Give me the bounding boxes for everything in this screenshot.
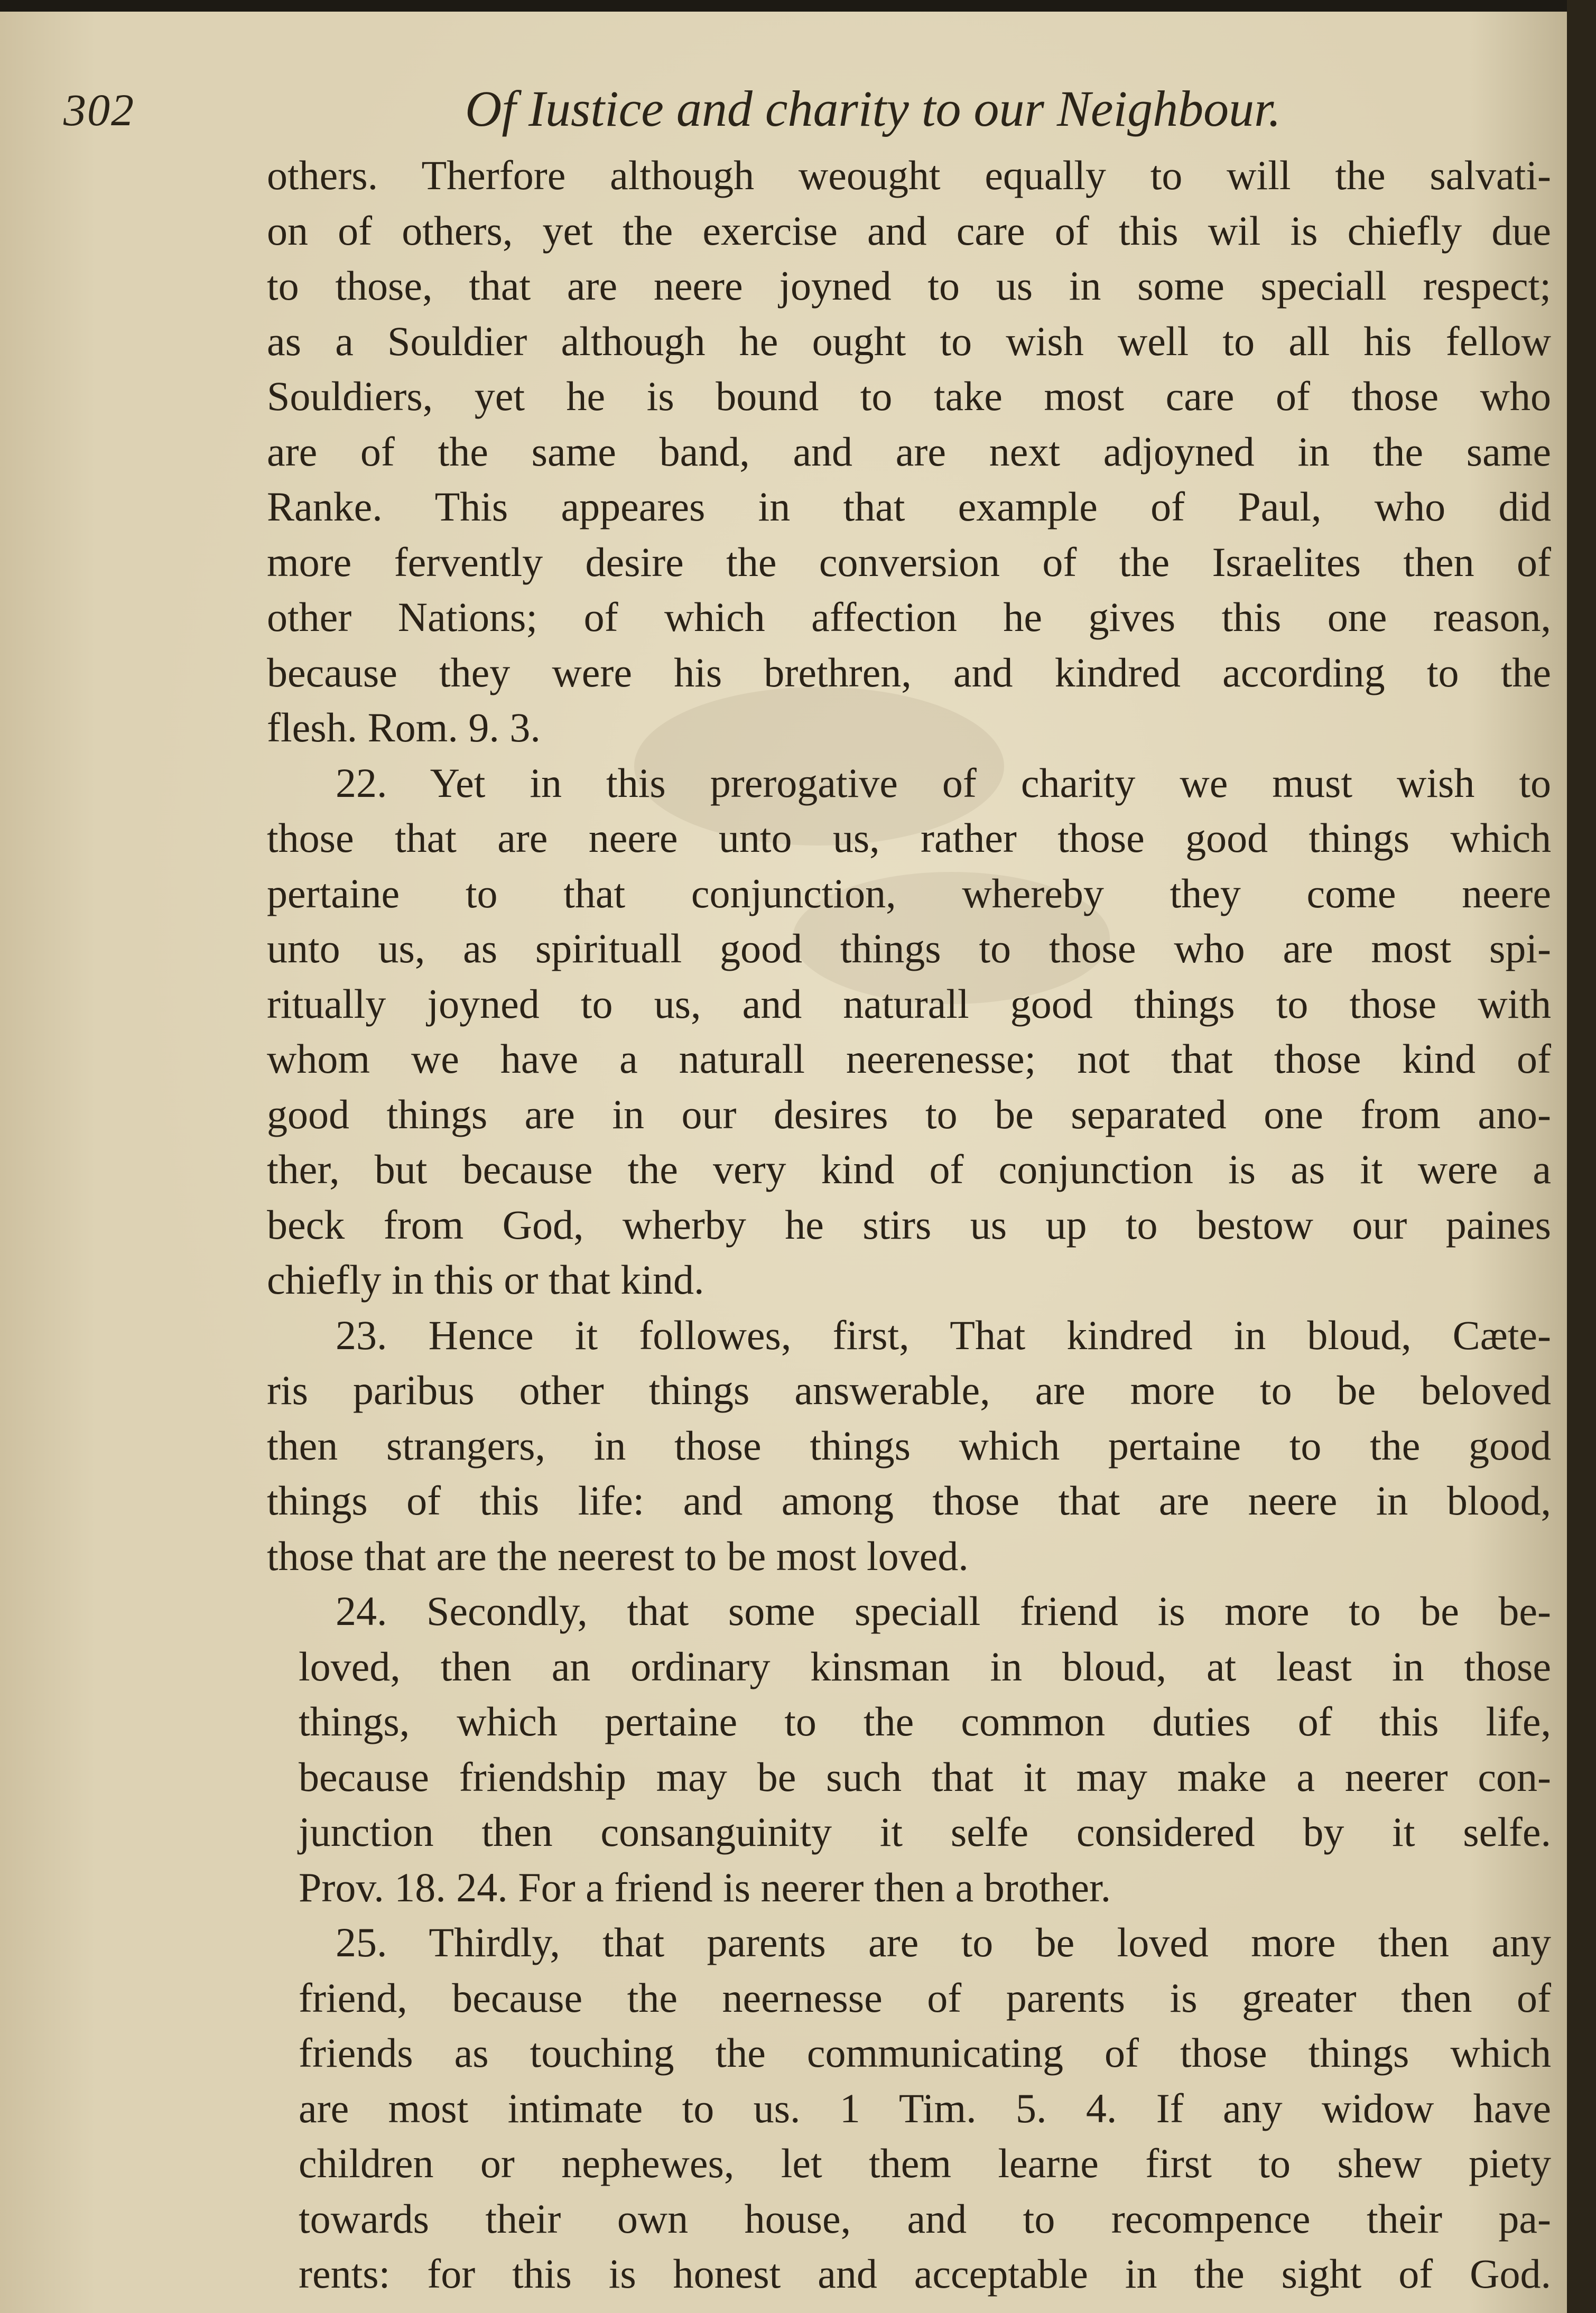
body-text — [267, 148, 1551, 2302]
text-line: good things are in our desires to be separated one from ano- — [267, 1091, 1551, 1137]
text-line: pertaine to that conjunction, whereby they come neere — [267, 870, 1551, 916]
text-line: to those, that are neere joyned to us in some speciall respect; — [267, 263, 1551, 309]
text-line: because friendship may be such that it may make a neerer con- — [299, 1753, 1551, 1800]
text-line: friend, because the neernesse of parents is greater then of — [299, 1974, 1551, 2021]
text-line: as a Souldier although he ought to wish well to all his fellow — [267, 318, 1551, 364]
text-line: 24. Secondly, that some speciall friend is more to be be- — [336, 1588, 1551, 1634]
running-title: Of Iustice and charity to our Neighbour. — [465, 80, 1281, 137]
text-line: Souldiers, yet he is bound to take most care of those who — [267, 373, 1551, 419]
text-line: unto us, as spirituall good things to those who are most spi- — [267, 925, 1551, 971]
text-line: ritually joyned to us, and naturall good things to those with — [267, 980, 1551, 1027]
text-line: others. Therfore although weought equally to will the salvati- — [267, 152, 1551, 198]
page-header — [63, 79, 1559, 143]
text-line: loved, then an ordinary kinsman in bloud, at least in those — [299, 1643, 1551, 1689]
text-line: flesh. Rom. 9. 3. — [267, 704, 541, 750]
text-line: friends as touching the communicating of those things which — [299, 2030, 1551, 2076]
text-line: ris paribus other things answerable, are more to be beloved — [267, 1367, 1551, 1413]
page-number: 302 — [63, 85, 135, 135]
text-line: ther, but because the very kind of conjunction is as it were a — [267, 1146, 1551, 1192]
text-line: are most intimate to us. 1 Tim. 5. 4. If any widow have — [299, 2085, 1551, 2131]
text-line: those that are neere unto us, rather those good things which — [267, 815, 1551, 861]
text-line: children or nephewes, let them learne first to shew piety — [299, 2140, 1551, 2186]
text-line: more fervently desire the conversion of the Israelites then of — [267, 538, 1551, 585]
text-line: things of this life: and among those that are neere in blood, — [267, 1478, 1551, 1524]
text-line: other Nations; of which affection he gives this one reason, — [267, 594, 1551, 640]
page-top-shadow — [0, 0, 1596, 12]
page-binding-shadow — [1567, 0, 1596, 2313]
text-line: Ranke. This appeares in that example of Paul, who did — [267, 484, 1551, 530]
text-line: beck from God, wherby he stirs us up to bestow our paines — [267, 1201, 1551, 1248]
text-line: chiefly in this or that kind. — [267, 1257, 704, 1303]
text-line: because they were his brethren, and kindred according to the — [267, 649, 1551, 695]
text-line: those that are the neerest to be most loved. — [267, 1532, 969, 1579]
text-line: whom we have a naturall neerenesse; not that those kind of — [267, 1036, 1551, 1082]
text-line: on of others, yet the exercise and care of this wil is chiefly due — [267, 207, 1551, 254]
text-line: junction then consanguinity it selfe considered by it selfe. — [299, 1809, 1551, 1855]
text-line: are of the same band, and are next adjoyned in the same — [267, 428, 1551, 475]
text-line: towards their own house, and to recompence their pa- — [299, 2195, 1551, 2242]
text-line: 25. Thirdly, that parents are to be loved more then any — [336, 1919, 1551, 1965]
text-line: 22. Yet in this prerogative of charity we must wish to — [336, 759, 1551, 806]
text-line: Prov. 18. 24. For a friend is neerer then a brother. — [299, 1864, 1111, 1910]
text-line: rents: for this is honest and acceptable in the sight of God. — [299, 2251, 1551, 2297]
text-line: things, which pertaine to the common duties of this life, — [299, 1698, 1551, 1744]
text-line: 23. Hence it followes, first, That kindred in bloud, Cæte- — [336, 1312, 1551, 1358]
text-line: then strangers, in those things which pertaine to the good — [267, 1422, 1551, 1469]
